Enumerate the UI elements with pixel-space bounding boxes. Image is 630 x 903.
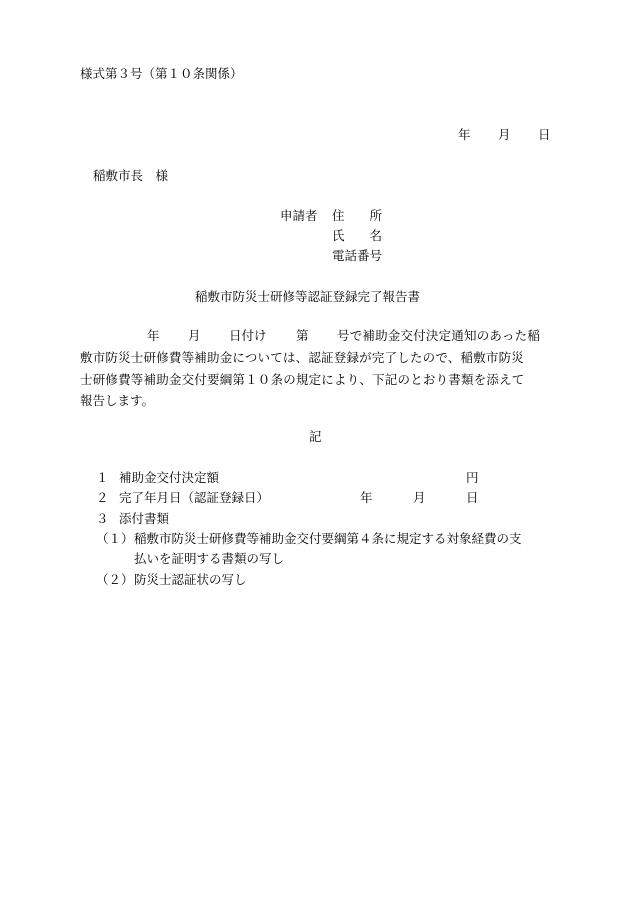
item-2-label: 完了年月日（認証登録日） [119,490,270,505]
item-1-number: １ [96,470,109,485]
applicant-name-label: 氏 名 [332,228,383,243]
attachment-2-number: （２） [96,572,134,587]
item-3-number: ３ [96,511,109,526]
body-year-label: 年 [147,328,160,343]
applicant-label: 申請者 [280,208,318,223]
form-number: 様式第３号（第１０条関係） [80,66,243,81]
item-2-day: 日 [466,490,479,505]
item-2-year: 年 [360,490,373,505]
body-line3: 士研修費等補助金交付要綱第１０条の規定により、下記のとおり書類を添えて [80,372,525,387]
body-line4: 報告します。 [80,393,155,408]
applicant-address-label: 住 所 [332,208,383,223]
attachment-1-number: （１） [96,531,134,546]
body-number-prefix: 第 [296,328,309,343]
attachment-1-line1: 稲敷市防災士研修費等補助金交付要綱第４条に規定する対象経費の支 [134,531,522,546]
attachment-1-line2: 払いを証明する書類の写し [134,551,285,566]
attachment-2-line1: 防災士認証状の写し [134,572,247,587]
item-1-unit: 円 [466,470,479,485]
date-day-label: 日 [538,127,551,142]
date-month-label: 月 [498,127,511,142]
body-day-label: 日付け [229,328,267,343]
item-2-number: ２ [96,490,109,505]
item-1-label: 補助金交付決定額 [119,470,220,485]
document-title: 稲敷市防災士研修等認証登録完了報告書 [195,289,421,304]
item-2-month: 月 [413,490,426,505]
body-line1-rest: 号で補助金交付決定通知のあった稲 [337,328,541,343]
addressee: 稲敷市長 様 [93,168,169,183]
item-3-label: 添付書類 [119,511,170,526]
body-line2: 敷市防災士研修費等補助金については、認証登録が完了したので、稲敷市防災 [80,350,525,365]
applicant-phone-label: 電話番号 [332,248,383,263]
ki-heading: 記 [309,429,322,444]
body-month-label: 月 [188,328,201,343]
date-year-label: 年 [458,127,471,142]
